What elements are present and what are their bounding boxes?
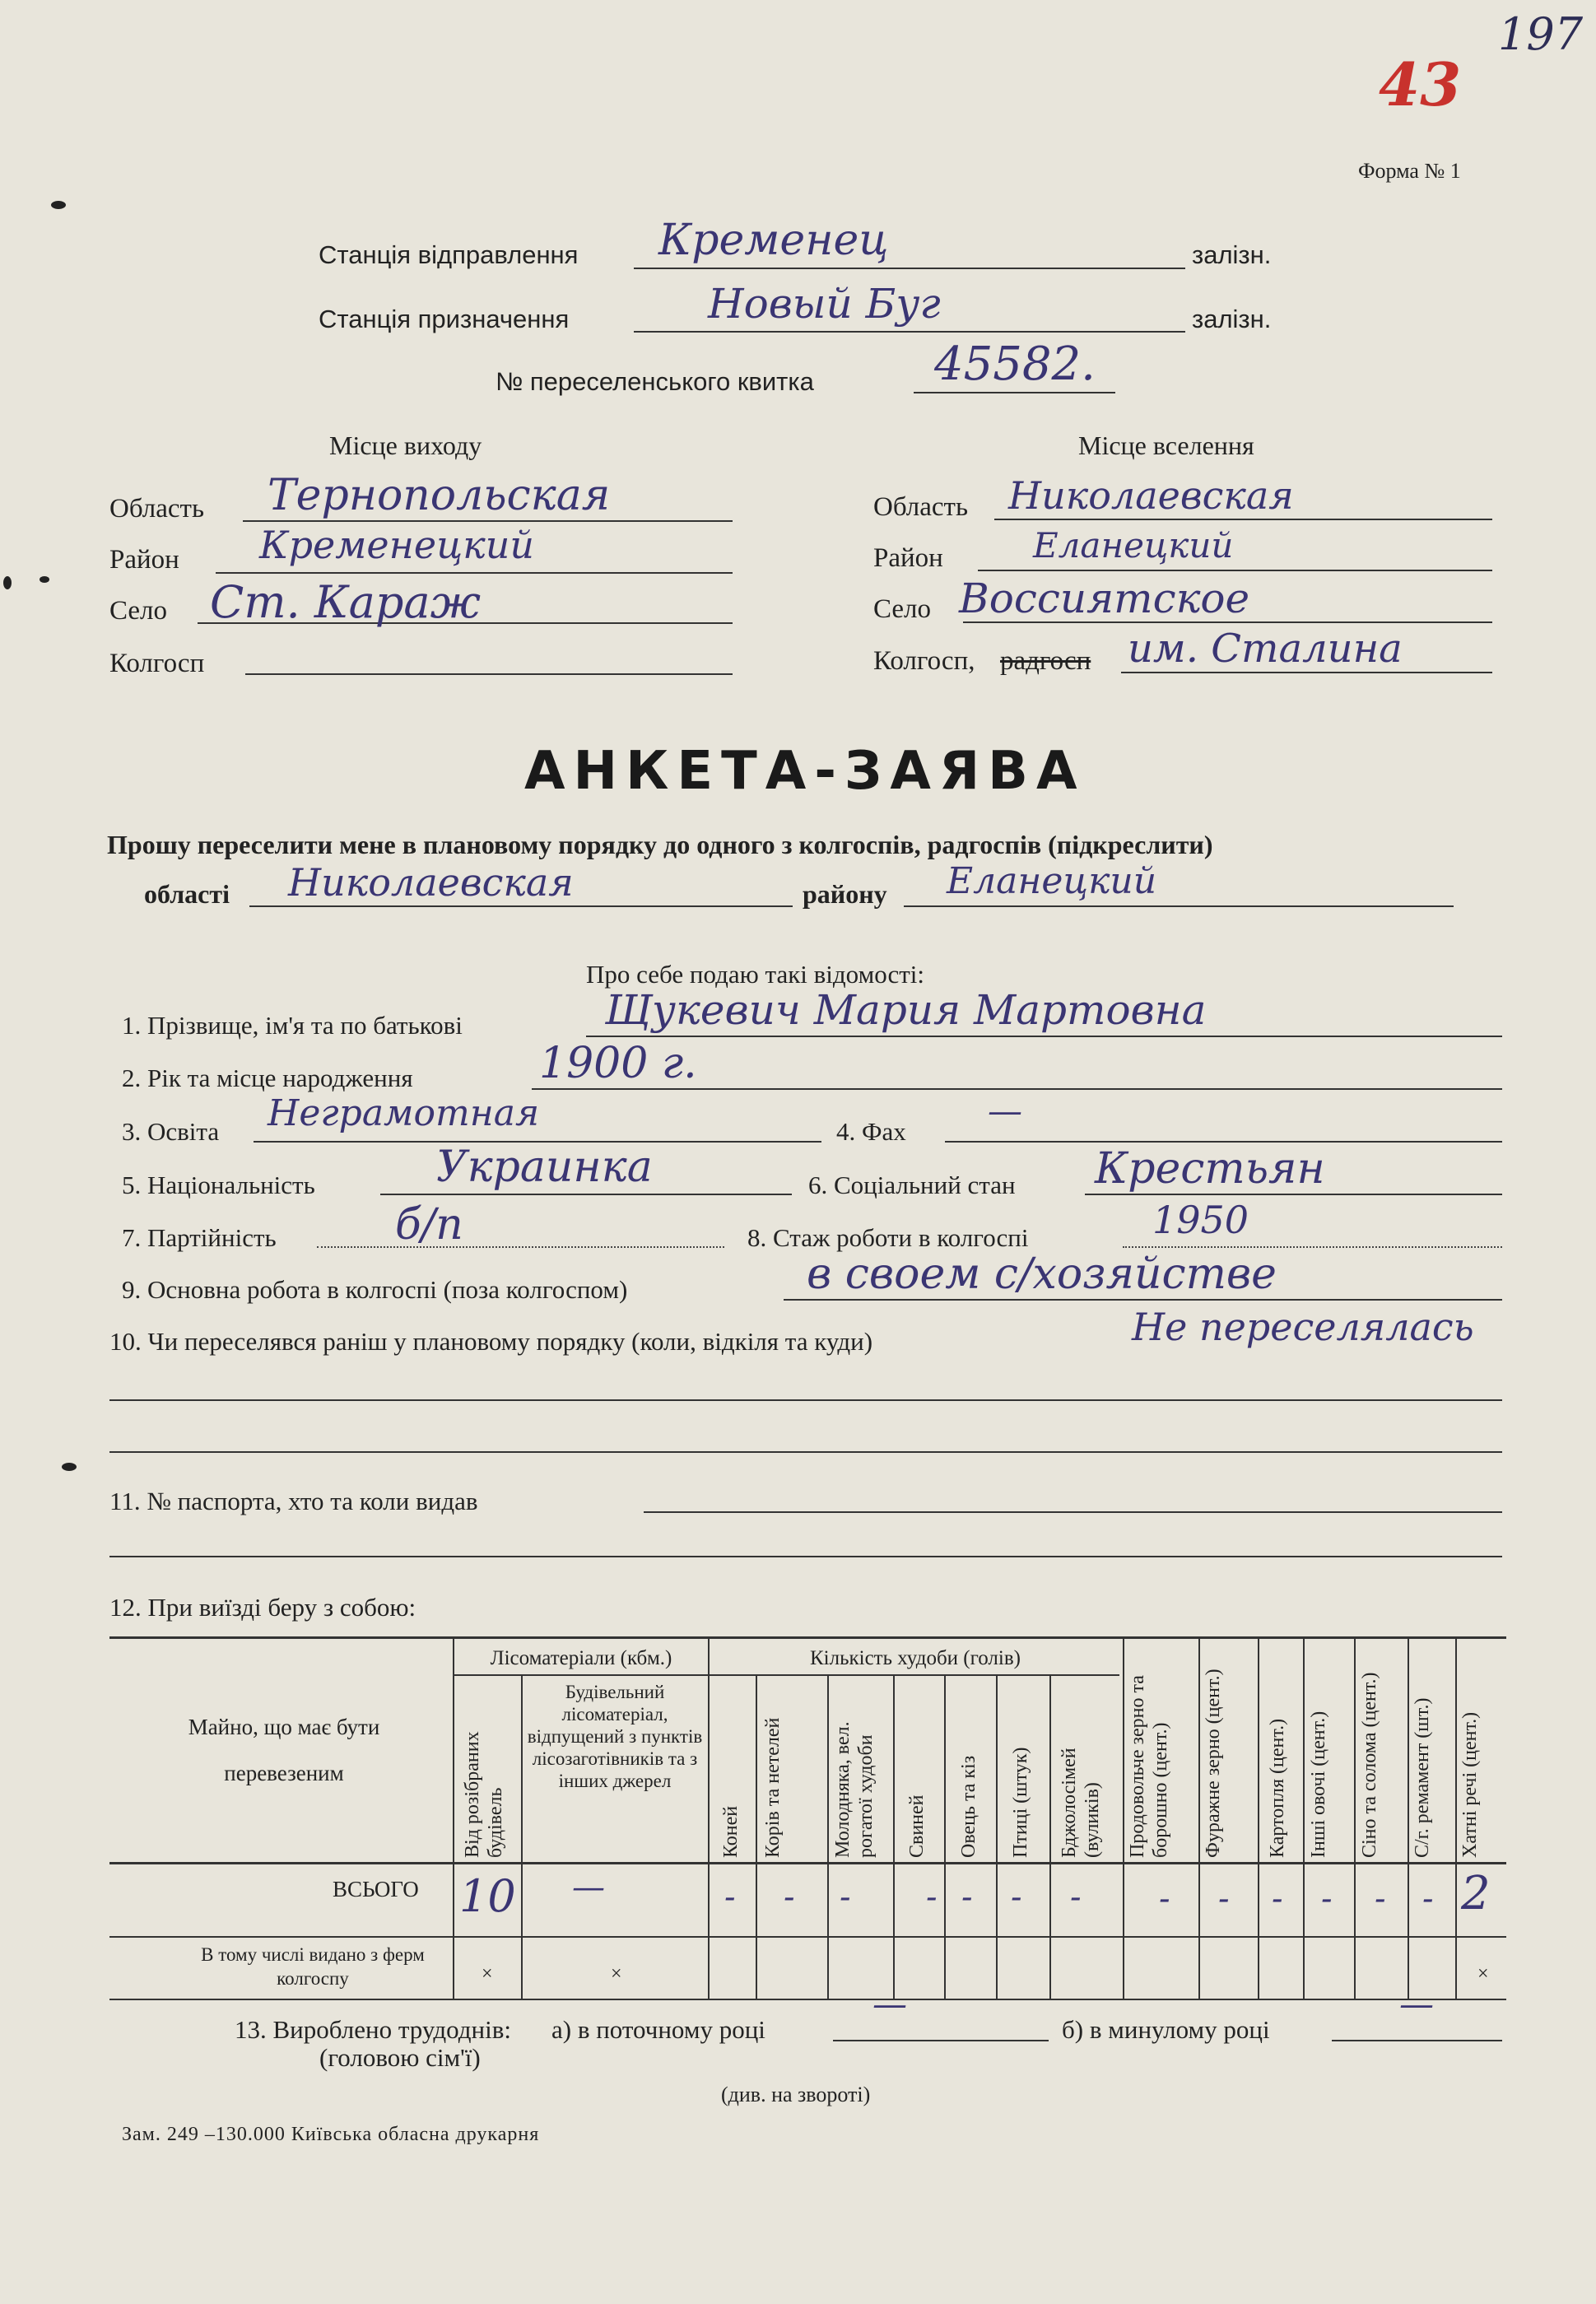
destination-oblast-line [994, 519, 1492, 520]
arrival-label: Станція призначення [319, 305, 570, 333]
red-archive-number: 43 [1379, 49, 1462, 119]
request-raion-value: Еланецкий [947, 860, 1157, 902]
staple-hole [62, 1463, 77, 1471]
field3-label: 3. Освіта [122, 1117, 220, 1146]
departure-label: Станція відправлення [319, 240, 579, 269]
edge-mark [3, 576, 12, 589]
ticket-line [914, 392, 1115, 393]
field6-line [1085, 1194, 1502, 1195]
row-issued-label: В тому числі видано з ферм колгоспу [201, 1944, 425, 1989]
printer-imprint: Зам. 249 –130.000 Київська обласна друкарня [122, 2124, 540, 2145]
destination-raion-label: Район [873, 543, 943, 573]
info-intro: Про себе подаю такі відомості: [586, 960, 925, 989]
ticket-label: № переселенського квитка [496, 367, 814, 396]
destination-selo-label: Село [873, 594, 932, 624]
staple-hole [51, 201, 66, 209]
origin-oblast-label: Область [109, 494, 205, 524]
destination-heading: Місце вселення [1078, 431, 1254, 460]
col-header: Від розібраних будівель [462, 1731, 506, 1858]
field9-line [784, 1299, 1502, 1301]
field8-label: 8. Стаж роботи в колгоспі [747, 1223, 1029, 1252]
workdays-a-label: а) в поточному році [551, 2015, 765, 2044]
destination-kolhosp-struck: радгосп [1000, 646, 1091, 676]
field11-line-2 [109, 1556, 1502, 1557]
col-header: Корів та нетелей [762, 1717, 784, 1858]
row-total-cell: 2 [1461, 1867, 1491, 1920]
see-reverse-note: (див. на звороті) [721, 2083, 871, 2106]
field6-value: Крестьян [1095, 1144, 1325, 1194]
field10-line-3 [109, 1451, 1502, 1453]
col-header: Продовольче зерно та борошно (цент.) [1127, 1675, 1171, 1858]
workdays-b-label: б) в минулому році [1062, 2015, 1270, 2044]
origin-kolhosp-label: Колгосп [109, 649, 205, 678]
col-header: Свиней [906, 1794, 928, 1858]
staple-hole [40, 576, 49, 583]
row-total-cell: 10 [459, 1870, 516, 1922]
origin-selo-value: Ст. Караж [210, 576, 481, 628]
livestock-group-header: Кількість худоби (голів) [810, 1647, 1021, 1669]
row-total-cell: - [1159, 1880, 1170, 1918]
field5-value: Украинка [436, 1143, 653, 1192]
page-title: АНКЕТА-ЗАЯВА [524, 741, 1086, 802]
field4-label: 4. Фах [836, 1117, 906, 1146]
workdays-b-value: — [1399, 1984, 1434, 2024]
field10-value: Не переселялась [1132, 1305, 1474, 1349]
field4-line [945, 1141, 1502, 1143]
row-total-cell: - [1070, 1878, 1082, 1916]
field2-label: 2. Рік та місце народження [122, 1064, 413, 1092]
destination-oblast-label: Область [873, 492, 969, 522]
request-oblast-label: області [144, 879, 230, 909]
field11-label: 11. № паспорта, хто та коли видав [109, 1487, 478, 1515]
col-header: Бджолосімей (вуликів) [1059, 1748, 1103, 1858]
row-total-cell: - [961, 1878, 973, 1916]
destination-raion-value: Еланецкий [1033, 525, 1234, 566]
col-header: Фуражне зерно (цент.) [1203, 1669, 1224, 1858]
workdays-label: 13. Вироблено трудоднів: [235, 2015, 512, 2044]
row-total-cell: - [1422, 1880, 1434, 1918]
request-oblast-line [249, 905, 793, 907]
row-issued-cell: × [482, 1963, 493, 1985]
field11-line [644, 1511, 1502, 1513]
destination-kolhosp-line [1121, 672, 1492, 673]
field1-label: 1. Прізвище, ім'я та по батькові [122, 1011, 463, 1040]
field8-value: 1950 [1152, 1198, 1249, 1242]
row-total-cell: - [840, 1878, 851, 1916]
field7-value: б/п [395, 1200, 463, 1250]
departure-value: Кременец [658, 216, 889, 265]
destination-raion-line [978, 570, 1492, 571]
field7-line [317, 1246, 724, 1248]
arrival-line [634, 331, 1185, 333]
origin-raion-label: Район [109, 545, 179, 575]
lumber-group-header: Лісоматеріали (кбм.) [490, 1647, 672, 1669]
field1-value: Щукевич Мария Мартовна [605, 986, 1207, 1034]
destination-oblast-value: Николаевская [1008, 473, 1294, 518]
row-total-label: ВСЬОГО [333, 1877, 419, 1901]
field12-label: 12. При виїзді беру з собою: [109, 1593, 416, 1622]
destination-selo-value: Воссиятское [959, 575, 1250, 622]
departure-line [634, 268, 1185, 269]
arrival-value: Новый Буг [708, 280, 941, 328]
destination-kolhosp-value: им. Сталина [1128, 626, 1403, 672]
property-header: Майно, що має бути перевезеним [188, 1715, 380, 1785]
field2-line [532, 1088, 1502, 1090]
field4-value: — [988, 1091, 1022, 1131]
destination-kolhosp-label: Колгосп, [873, 646, 975, 676]
col-header: Інші овочі (цент.) [1308, 1711, 1329, 1858]
col-header: Сіно та солома (цент.) [1359, 1672, 1380, 1858]
workdays-b-line [1332, 2040, 1502, 2041]
request-line: Прошу переселити мене в плановому порядку до одного з колгоспів, радгоспів (підкреслити) [107, 830, 1213, 859]
row-total-cell: - [1011, 1878, 1022, 1916]
field9-value: в своем с/хозяйстве [807, 1250, 1277, 1299]
field10-line-2 [109, 1399, 1502, 1401]
row-total-cell: — [572, 1869, 605, 1906]
field2-value: 1900 г. [539, 1039, 697, 1088]
field9-label: 9. Основна робота в колгоспі (поза колгоспом) [122, 1275, 628, 1304]
workdays-a-value: — [872, 1984, 907, 2024]
col-header: С/г. ремамент (шт.) [1412, 1697, 1433, 1858]
field8-line [1123, 1246, 1502, 1248]
origin-raion-line [216, 572, 733, 574]
row-total-cell: - [1321, 1880, 1333, 1918]
field10-label: 10. Чи переселявся раніш у плановому порядку (коли, відкіля та куди) [109, 1327, 873, 1356]
origin-raion-value: Кременецкий [259, 523, 534, 567]
row-total-cell: - [1218, 1880, 1230, 1918]
field3-value: Неграмотная [268, 1092, 540, 1134]
row-total-cell: - [926, 1878, 938, 1916]
field1-line [586, 1036, 1502, 1037]
field5-label: 5. Національність [122, 1171, 315, 1199]
col-header: Будівельний лісоматеріал, відпущений з пунктів лісозаготівників та з інших джерел [527, 1682, 703, 1791]
ticket-value: 45582. [934, 337, 1096, 391]
origin-oblast-line [243, 520, 733, 522]
field6-label: 6. Соціальний стан [808, 1171, 1016, 1199]
row-issued-cell: × [611, 1963, 622, 1985]
row-total-cell: - [1272, 1880, 1283, 1918]
rail-suffix: залізн. [1192, 305, 1272, 333]
workdays-a-line [833, 2040, 1049, 2041]
form-number: Форма № 1 [1358, 159, 1461, 183]
workdays-sub: (головою сім'ї) [319, 2043, 481, 2072]
origin-oblast-value: Тернопольская [268, 471, 611, 520]
request-raion-label: району [803, 879, 887, 909]
origin-heading: Місце виходу [329, 431, 482, 460]
origin-kolhosp-line [245, 673, 733, 675]
rail-suffix: залізн. [1192, 240, 1272, 269]
col-header: Картопля (цент.) [1267, 1718, 1288, 1858]
col-header: Молодняка, вел. рогатої худоби [832, 1721, 877, 1858]
col-header: Коней [720, 1805, 742, 1858]
row-issued-cell: × [1477, 1963, 1489, 1985]
archive-number: 197 [1498, 8, 1584, 60]
row-total-cell: - [1375, 1880, 1386, 1918]
field7-label: 7. Партійність [122, 1223, 277, 1252]
col-header: Птиці (штук) [1010, 1747, 1031, 1858]
field5-line [380, 1194, 792, 1195]
col-header: Хатні речі (цент.) [1459, 1711, 1481, 1858]
row-total-cell: - [784, 1878, 795, 1916]
origin-selo-label: Село [109, 596, 168, 626]
request-raion-line [904, 905, 1454, 907]
request-oblast-value: Николаевская [288, 860, 574, 905]
row-total-cell: - [724, 1878, 736, 1916]
col-header: Овець та кіз [958, 1755, 979, 1858]
